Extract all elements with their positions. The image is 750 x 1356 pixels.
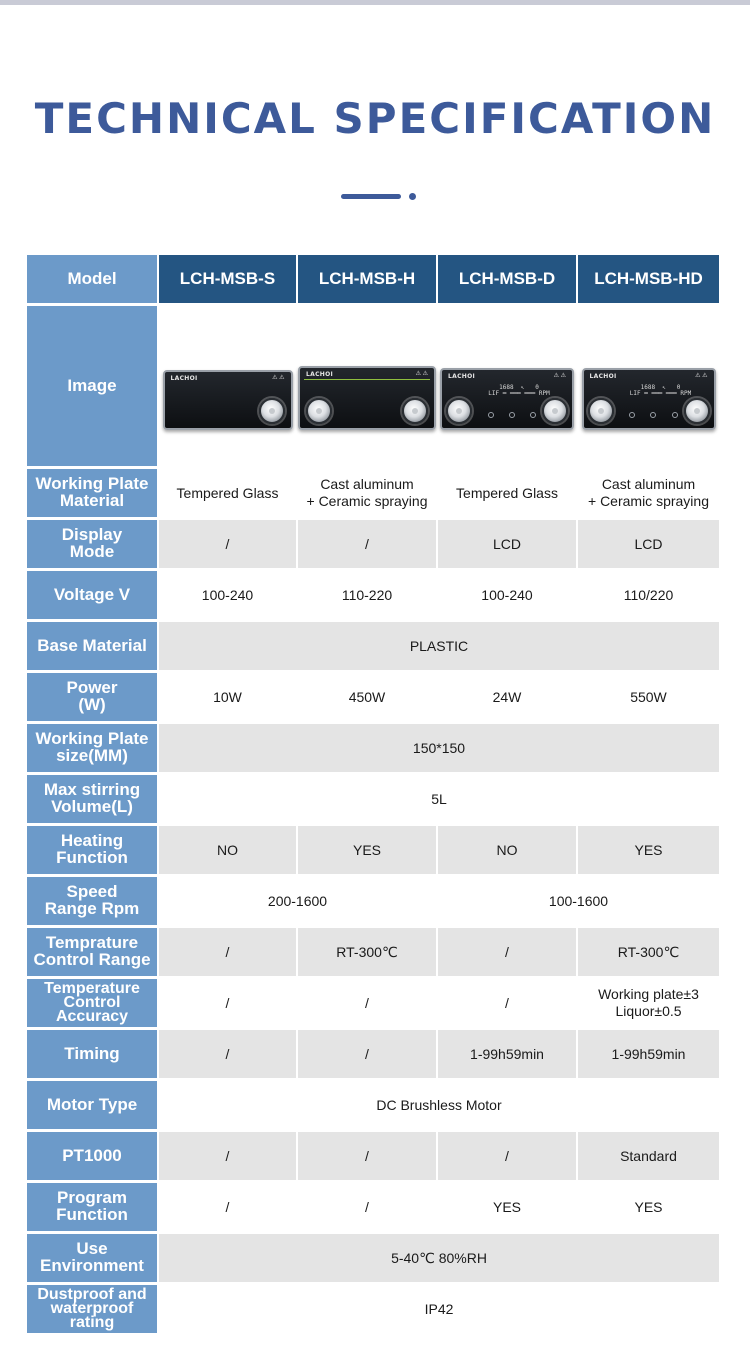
device-button-icon	[672, 412, 678, 418]
value-program-function-d: YES	[438, 1183, 576, 1231]
image-lch-msb-s	[159, 306, 296, 466]
value-temp-control-accuracy-s: /	[159, 979, 296, 1027]
spec-table	[27, 255, 721, 1333]
device-buttons	[480, 412, 544, 418]
device-button-icon	[488, 412, 494, 418]
label-pt1000: PT1000	[27, 1132, 157, 1180]
title-divider-dot	[409, 193, 416, 200]
label-voltage: Voltage V	[27, 571, 157, 619]
label-use-environment: Use Environment	[27, 1234, 157, 1282]
device-buttons	[622, 412, 686, 418]
label-temp-control-range: Temprature Control Range	[27, 928, 157, 976]
value-base-material: PLASTIC	[159, 622, 719, 670]
device-brand-logo: LACHOI	[448, 373, 476, 380]
value-speed-range-d-hd: 100-1600	[438, 877, 719, 925]
device-button-icon	[650, 412, 656, 418]
label-dustproof-rating: Dustproof and waterproof rating	[27, 1285, 157, 1333]
value-heating-function-d: NO	[438, 826, 576, 874]
control-knob-icon	[588, 398, 614, 424]
device-image-s	[163, 370, 293, 430]
label-program-function: Program Function	[27, 1183, 157, 1231]
device-brand-logo: LACHOI	[589, 373, 617, 380]
value-program-function-hd: YES	[578, 1183, 719, 1231]
value-pt1000-s: /	[159, 1132, 296, 1180]
control-knob-icon	[446, 398, 472, 424]
label-temp-control-accuracy: Temperature Control Accuracy	[27, 979, 157, 1027]
value-working-plate-size: 150*150	[159, 724, 719, 772]
value-heating-function-h: YES	[298, 826, 436, 874]
image-lch-msb-h	[298, 306, 436, 466]
value-voltage-hd: 110/220	[578, 571, 719, 619]
lcd-display: 1688 ↖ 0 LIF ═ ═══ ═══ RPM	[488, 384, 550, 397]
value-working-plate-material-d: Tempered Glass	[438, 469, 576, 517]
value-pt1000-h: /	[298, 1132, 436, 1180]
value-dustproof-rating: IP42	[159, 1285, 719, 1333]
value-temp-control-accuracy-hd: Working plate±3 Liquor±0.5	[578, 979, 719, 1027]
value-timing-s: /	[159, 1030, 296, 1078]
header-lch-msb-hd: LCH-MSB-HD	[578, 255, 719, 303]
label-base-material: Base Material	[27, 622, 157, 670]
value-power-d: 24W	[438, 673, 576, 721]
lcd-display: 1688 ↖ 0 LIF ═ ═══ ═══ RPM	[629, 384, 692, 397]
label-motor-type: Motor Type	[27, 1081, 157, 1129]
image-lch-msb-d	[438, 306, 576, 466]
label-working-plate-material: Working Plate Material	[27, 469, 157, 517]
label-max-stirring-volume: Max stirring Volume(L)	[27, 775, 157, 823]
value-power-s: 10W	[159, 673, 296, 721]
device-brand-logo: LACHOI	[170, 375, 198, 382]
warning-icon: ⚠ ⚠	[415, 371, 428, 377]
device-button-icon	[509, 412, 515, 418]
value-max-stirring-volume: 5L	[159, 775, 719, 823]
header-model: Model	[27, 255, 157, 303]
value-voltage-d: 100-240	[438, 571, 576, 619]
value-program-function-s: /	[159, 1183, 296, 1231]
value-working-plate-material-h: Cast aluminum + Ceramic spraying	[298, 469, 436, 517]
page-title: TECHNICAL SPECIFICATION	[34, 94, 716, 143]
value-temp-control-range-s: /	[159, 928, 296, 976]
value-timing-h: /	[298, 1030, 436, 1078]
label-timing: Timing	[27, 1030, 157, 1078]
value-display-mode-d: LCD	[438, 520, 576, 568]
control-knob-icon	[402, 398, 428, 424]
value-working-plate-material-s: Tempered Glass	[159, 469, 296, 517]
device-brand-logo: LACHOI	[306, 371, 334, 378]
value-temp-control-accuracy-h: /	[298, 979, 436, 1027]
warning-icon: ⚠ ⚠	[695, 373, 708, 379]
value-pt1000-hd: Standard	[578, 1132, 719, 1180]
label-display-mode: Display Mode	[27, 520, 157, 568]
value-program-function-h: /	[298, 1183, 436, 1231]
device-button-icon	[530, 412, 536, 418]
label-power: Power (W)	[27, 673, 157, 721]
value-display-mode-s: /	[159, 520, 296, 568]
value-working-plate-material-hd: Cast aluminum + Ceramic spraying	[578, 469, 719, 517]
value-timing-d: 1-99h59min	[438, 1030, 576, 1078]
warning-icon: ⚠ ⚠	[553, 373, 566, 379]
control-knob-icon	[684, 398, 710, 424]
device-image-d	[440, 368, 574, 430]
control-knob-icon	[542, 398, 568, 424]
value-display-mode-hd: LCD	[578, 520, 719, 568]
value-temp-control-range-d: /	[438, 928, 576, 976]
header-lch-msb-d: LCH-MSB-D	[438, 255, 576, 303]
value-heating-function-hd: YES	[578, 826, 719, 874]
value-display-mode-h: /	[298, 520, 436, 568]
control-knob-icon	[259, 398, 285, 424]
value-power-h: 450W	[298, 673, 436, 721]
value-motor-type: DC Brushless Motor	[159, 1081, 719, 1129]
value-timing-hd: 1-99h59min	[578, 1030, 719, 1078]
value-pt1000-d: /	[438, 1132, 576, 1180]
value-heating-function-s: NO	[159, 826, 296, 874]
device-accent-strip	[304, 379, 430, 380]
header-lch-msb-s: LCH-MSB-S	[159, 255, 296, 303]
warning-icon: ⚠ ⚠	[272, 375, 285, 381]
value-temp-control-accuracy-d: /	[438, 979, 576, 1027]
header-lch-msb-h: LCH-MSB-H	[298, 255, 436, 303]
top-border	[0, 0, 750, 5]
device-image-hd	[582, 368, 716, 430]
image-lch-msb-hd	[578, 306, 719, 466]
value-temp-control-range-h: RT-300℃	[298, 928, 436, 976]
label-heating-function: Heating Function	[27, 826, 157, 874]
value-temp-control-range-hd: RT-300℃	[578, 928, 719, 976]
value-use-environment: 5-40℃ 80%RH	[159, 1234, 719, 1282]
control-knob-icon	[306, 398, 332, 424]
label-working-plate-size: Working Plate size(MM)	[27, 724, 157, 772]
value-power-hd: 550W	[578, 673, 719, 721]
value-speed-range-s-h: 200-1600	[159, 877, 436, 925]
label-image: Image	[27, 306, 157, 466]
device-button-icon	[629, 412, 635, 418]
value-voltage-h: 110-220	[298, 571, 436, 619]
title-divider-line	[341, 194, 401, 199]
value-voltage-s: 100-240	[159, 571, 296, 619]
label-speed-range: Speed Range Rpm	[27, 877, 157, 925]
device-image-h	[298, 366, 436, 430]
